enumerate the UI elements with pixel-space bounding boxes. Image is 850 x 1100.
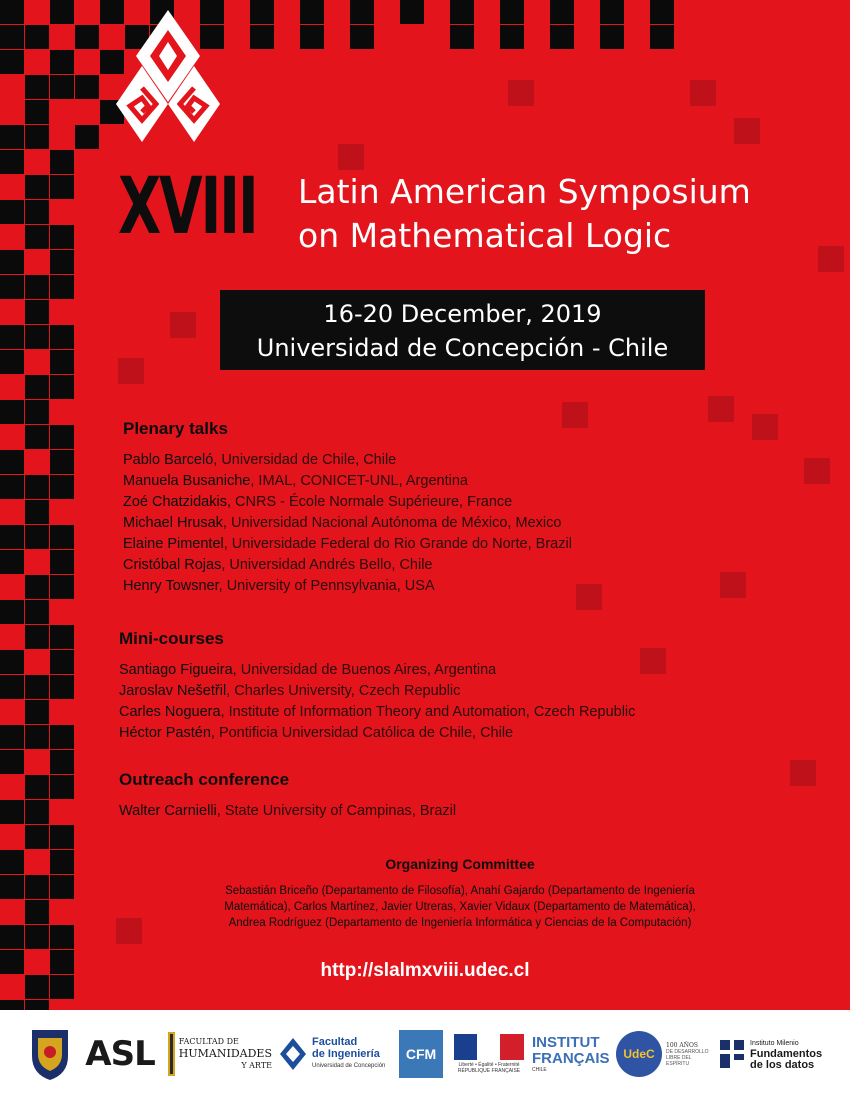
- border-cell: [650, 0, 674, 24]
- speaker-affiliation: , Universidad de Buenos Aires, Argentina: [232, 662, 497, 678]
- speaker-name: Pablo Barceló: [123, 452, 214, 468]
- border-cell: [25, 900, 49, 924]
- border-cell: [50, 725, 74, 749]
- border-cell: [0, 850, 24, 874]
- border-cell: [25, 400, 49, 424]
- speaker-affiliation: , Universidad Nacional Autónoma de México, Mexico: [222, 515, 562, 531]
- milenio-logo: Instituto Milenio Fundamentos de los datos: [718, 1026, 836, 1082]
- border-cell: [25, 700, 49, 724]
- speaker-row: [123, 513, 572, 534]
- centenary-logo: 100 AÑOS DE DESARROLLO LIBRE DEL ESPÍRITU: [666, 1041, 709, 1067]
- border-cell: [25, 175, 49, 199]
- speaker-row: [123, 555, 572, 576]
- deco-square: [804, 458, 830, 484]
- border-cell: [600, 25, 624, 49]
- border-cell: [600, 0, 624, 24]
- border-cell: [25, 425, 49, 449]
- milenio-mark-icon: [718, 1038, 746, 1070]
- border-cell: [75, 25, 99, 49]
- date-venue-box: [220, 290, 705, 370]
- border-cell: [0, 0, 24, 24]
- speaker-row: [119, 681, 635, 702]
- border-cell: [0, 50, 24, 74]
- udec-crest-logo: [26, 1026, 74, 1082]
- border-cell: [0, 150, 24, 174]
- outreach-list: [119, 801, 456, 822]
- sponsor-logo-strip: [0, 1010, 850, 1100]
- diamond-emblem-icon: [116, 8, 220, 148]
- speaker-name: Elaine Pimentel: [123, 536, 224, 552]
- border-cell: [0, 350, 24, 374]
- humanidades-mark-icon: [168, 1032, 175, 1076]
- border-cell: [0, 725, 24, 749]
- minicourses-section: [119, 629, 635, 744]
- website-link[interactable]: http://slalmxviii.udec.cl: [320, 960, 530, 981]
- border-cell: [0, 750, 24, 774]
- border-cell: [0, 550, 24, 574]
- border-cell: [50, 275, 74, 299]
- border-cell: [50, 925, 74, 949]
- border-cell: [450, 0, 474, 24]
- border-cell: [50, 75, 74, 99]
- border-cell: [25, 275, 49, 299]
- deco-square: [170, 312, 196, 338]
- border-cell: [50, 625, 74, 649]
- minicourses-heading: Mini-courses: [119, 629, 224, 648]
- border-cell: [550, 25, 574, 49]
- humanidades-logo: FACULTAD DE HUMANIDADES Y ARTE: [168, 1026, 272, 1082]
- border-cell: [250, 0, 274, 24]
- border-cell: [25, 575, 49, 599]
- speaker-name: Manuela Busaniche: [123, 473, 251, 489]
- border-cell: [450, 25, 474, 49]
- speaker-affiliation: , State University of Campinas, Brazil: [216, 803, 457, 819]
- event-dates: 16-20 December, 2019: [323, 300, 602, 328]
- speaker-row: [119, 660, 635, 681]
- border-cell: [75, 125, 99, 149]
- organizing-committee: [160, 856, 760, 931]
- border-cell: [400, 0, 424, 24]
- border-cell: [0, 675, 24, 699]
- title-line-2: on Mathematical Logic: [298, 216, 672, 255]
- border-cell: [25, 500, 49, 524]
- border-cell: [25, 300, 49, 324]
- speaker-name: Michael Hrusak: [123, 515, 223, 531]
- border-cell: [0, 650, 24, 674]
- border-cell: [0, 25, 24, 49]
- speaker-row: [119, 801, 456, 822]
- committee-line-2: Matemática), Carlos Martínez, Javier Utreras, Xavier Vidaux (Departamento de Matemática),: [224, 901, 696, 913]
- speaker-row: [123, 534, 572, 555]
- border-cell: [0, 1000, 24, 1010]
- border-cell: [25, 725, 49, 749]
- speaker-row: [123, 576, 572, 597]
- committee-heading: Organizing Committee: [385, 856, 535, 872]
- border-cell: [0, 325, 24, 349]
- event-venue: Universidad de Concepción - Chile: [256, 334, 669, 362]
- speaker-row: [123, 471, 572, 492]
- border-cell: [350, 0, 374, 24]
- border-cell: [0, 200, 24, 224]
- plenary-heading: Plenary talks: [123, 419, 228, 438]
- institut-francais-logo: INSTITUT FRANÇAIS CHILE: [532, 1034, 610, 1073]
- border-cell: [350, 25, 374, 49]
- border-cell: [50, 0, 74, 24]
- border-cell: [0, 875, 24, 899]
- speaker-affiliation: , Charles University, Czech Republic: [226, 683, 461, 699]
- border-cell: [25, 375, 49, 399]
- plenary-section: [123, 419, 572, 597]
- speaker-affiliation: , University of Pennsylvania, USA: [218, 578, 435, 594]
- border-cell: [50, 475, 74, 499]
- border-cell: [0, 475, 24, 499]
- asl-logo: ASL: [85, 1034, 155, 1074]
- border-cell: [0, 400, 24, 424]
- speaker-row: [123, 450, 572, 471]
- border-cell: [650, 25, 674, 49]
- border-cell: [50, 150, 74, 174]
- speaker-affiliation: , Universidad de Chile, Chile: [213, 452, 397, 468]
- speaker-affiliation: , CNRS - École Normale Supérieure, France: [226, 494, 513, 510]
- deco-square: [640, 648, 666, 674]
- border-cell: [25, 675, 49, 699]
- border-cell: [50, 550, 74, 574]
- speaker-name: Walter Carnielli: [119, 803, 217, 819]
- border-cell: [25, 100, 49, 124]
- border-cell: [25, 1000, 49, 1010]
- border-cell: [500, 25, 524, 49]
- border-cell: [50, 175, 74, 199]
- udec-circle-logo: UdeC: [614, 1026, 664, 1082]
- border-cell: [25, 25, 49, 49]
- border-cell: [25, 800, 49, 824]
- speaker-name: Cristóbal Rojas: [123, 557, 222, 573]
- border-cell: [25, 75, 49, 99]
- border-cell: [25, 200, 49, 224]
- embassy-france-logo: Liberté • Égalité • Fraternité RÉPUBLIQUE FRANÇAISE: [452, 1026, 526, 1082]
- border-cell: [25, 775, 49, 799]
- border-cell: [50, 425, 74, 449]
- symposium-title: [298, 170, 838, 258]
- deco-square: [118, 358, 144, 384]
- border-cell: [25, 825, 49, 849]
- roman-numeral: XVIII: [118, 162, 257, 252]
- outreach-section: [119, 770, 456, 822]
- border-cell: [50, 875, 74, 899]
- deco-square: [576, 584, 602, 610]
- title-line-1: Latin American Symposium: [298, 172, 751, 211]
- deco-square: [690, 80, 716, 106]
- ingenieria-logo: Facultad de Ingeniería Universidad de Concepción: [278, 1026, 390, 1082]
- border-cell: [25, 625, 49, 649]
- border-cell: [0, 450, 24, 474]
- border-cell: [75, 75, 99, 99]
- border-cell: [250, 25, 274, 49]
- border-cell: [0, 925, 24, 949]
- deco-square: [508, 80, 534, 106]
- speaker-row: [119, 702, 635, 723]
- deco-square: [790, 760, 816, 786]
- border-cell: [0, 275, 24, 299]
- deco-square: [752, 414, 778, 440]
- border-cell: [50, 750, 74, 774]
- speaker-affiliation: , Pontificia Universidad Católica de Chile, Chile: [210, 725, 514, 741]
- border-cell: [0, 250, 24, 274]
- speaker-affiliation: , Institute of Information Theory and Automation, Czech Republic: [220, 704, 636, 720]
- border-cell: [50, 225, 74, 249]
- speaker-name: Santiago Figueira: [119, 662, 233, 678]
- deco-square: [708, 396, 734, 422]
- outreach-heading: Outreach conference: [119, 770, 290, 789]
- border-cell: [25, 875, 49, 899]
- border-cell: [300, 0, 324, 24]
- border-cell: [50, 575, 74, 599]
- speaker-affiliation: , Universidad Andrés Bello, Chile: [221, 557, 433, 573]
- border-cell: [550, 0, 574, 24]
- border-cell: [50, 850, 74, 874]
- speaker-name: Jaroslav Nešetřil: [119, 683, 227, 699]
- deco-square: [116, 918, 142, 944]
- border-cell: [25, 125, 49, 149]
- border-cell: [50, 775, 74, 799]
- french-flag-icon: [454, 1034, 524, 1060]
- border-cell: [0, 800, 24, 824]
- border-cell: [50, 450, 74, 474]
- committee-line-3: Andrea Rodríguez (Departamento de Ingeniería Informática y Ciencias de la Computación): [228, 917, 692, 929]
- speaker-row: [119, 723, 635, 744]
- border-cell: [50, 350, 74, 374]
- border-cell: [300, 25, 324, 49]
- border-cell: [50, 525, 74, 549]
- border-cell: [25, 600, 49, 624]
- border-cell: [25, 325, 49, 349]
- speaker-name: Henry Towsner: [123, 578, 219, 594]
- border-cell: [0, 525, 24, 549]
- minicourses-list: [119, 660, 635, 744]
- border-cell: [50, 375, 74, 399]
- speaker-affiliation: , IMAL, CONICET-UNL, Argentina: [250, 473, 468, 489]
- deco-square: [734, 118, 760, 144]
- border-cell: [0, 125, 24, 149]
- border-cell: [50, 675, 74, 699]
- speaker-affiliation: , Universidade Federal do Rio Grande do Norte, Brazil: [223, 536, 572, 552]
- committee-line-1: Sebastián Briceño (Departamento de Filosofía), Anahí Gajardo (Departamento de Ingeniería: [225, 885, 695, 897]
- speaker-row: [123, 492, 572, 513]
- border-cell: [0, 600, 24, 624]
- border-cell: [25, 475, 49, 499]
- speaker-name: Zoé Chatzidakis: [123, 494, 227, 510]
- border-cell: [25, 225, 49, 249]
- border-cell: [50, 325, 74, 349]
- cfm-logo: CFM: [398, 1026, 444, 1082]
- deco-square: [338, 144, 364, 170]
- border-cell: [500, 0, 524, 24]
- ingenieria-mark-icon: [278, 1036, 308, 1072]
- deco-square: [720, 572, 746, 598]
- border-cell: [25, 525, 49, 549]
- border-cell: [50, 825, 74, 849]
- border-cell: [25, 925, 49, 949]
- border-cell: [50, 250, 74, 274]
- speaker-name: Héctor Pastén: [119, 725, 211, 741]
- border-cell: [50, 650, 74, 674]
- plenary-list: [123, 450, 572, 597]
- border-cell: [50, 50, 74, 74]
- speaker-name: Carles Noguera: [119, 704, 221, 720]
